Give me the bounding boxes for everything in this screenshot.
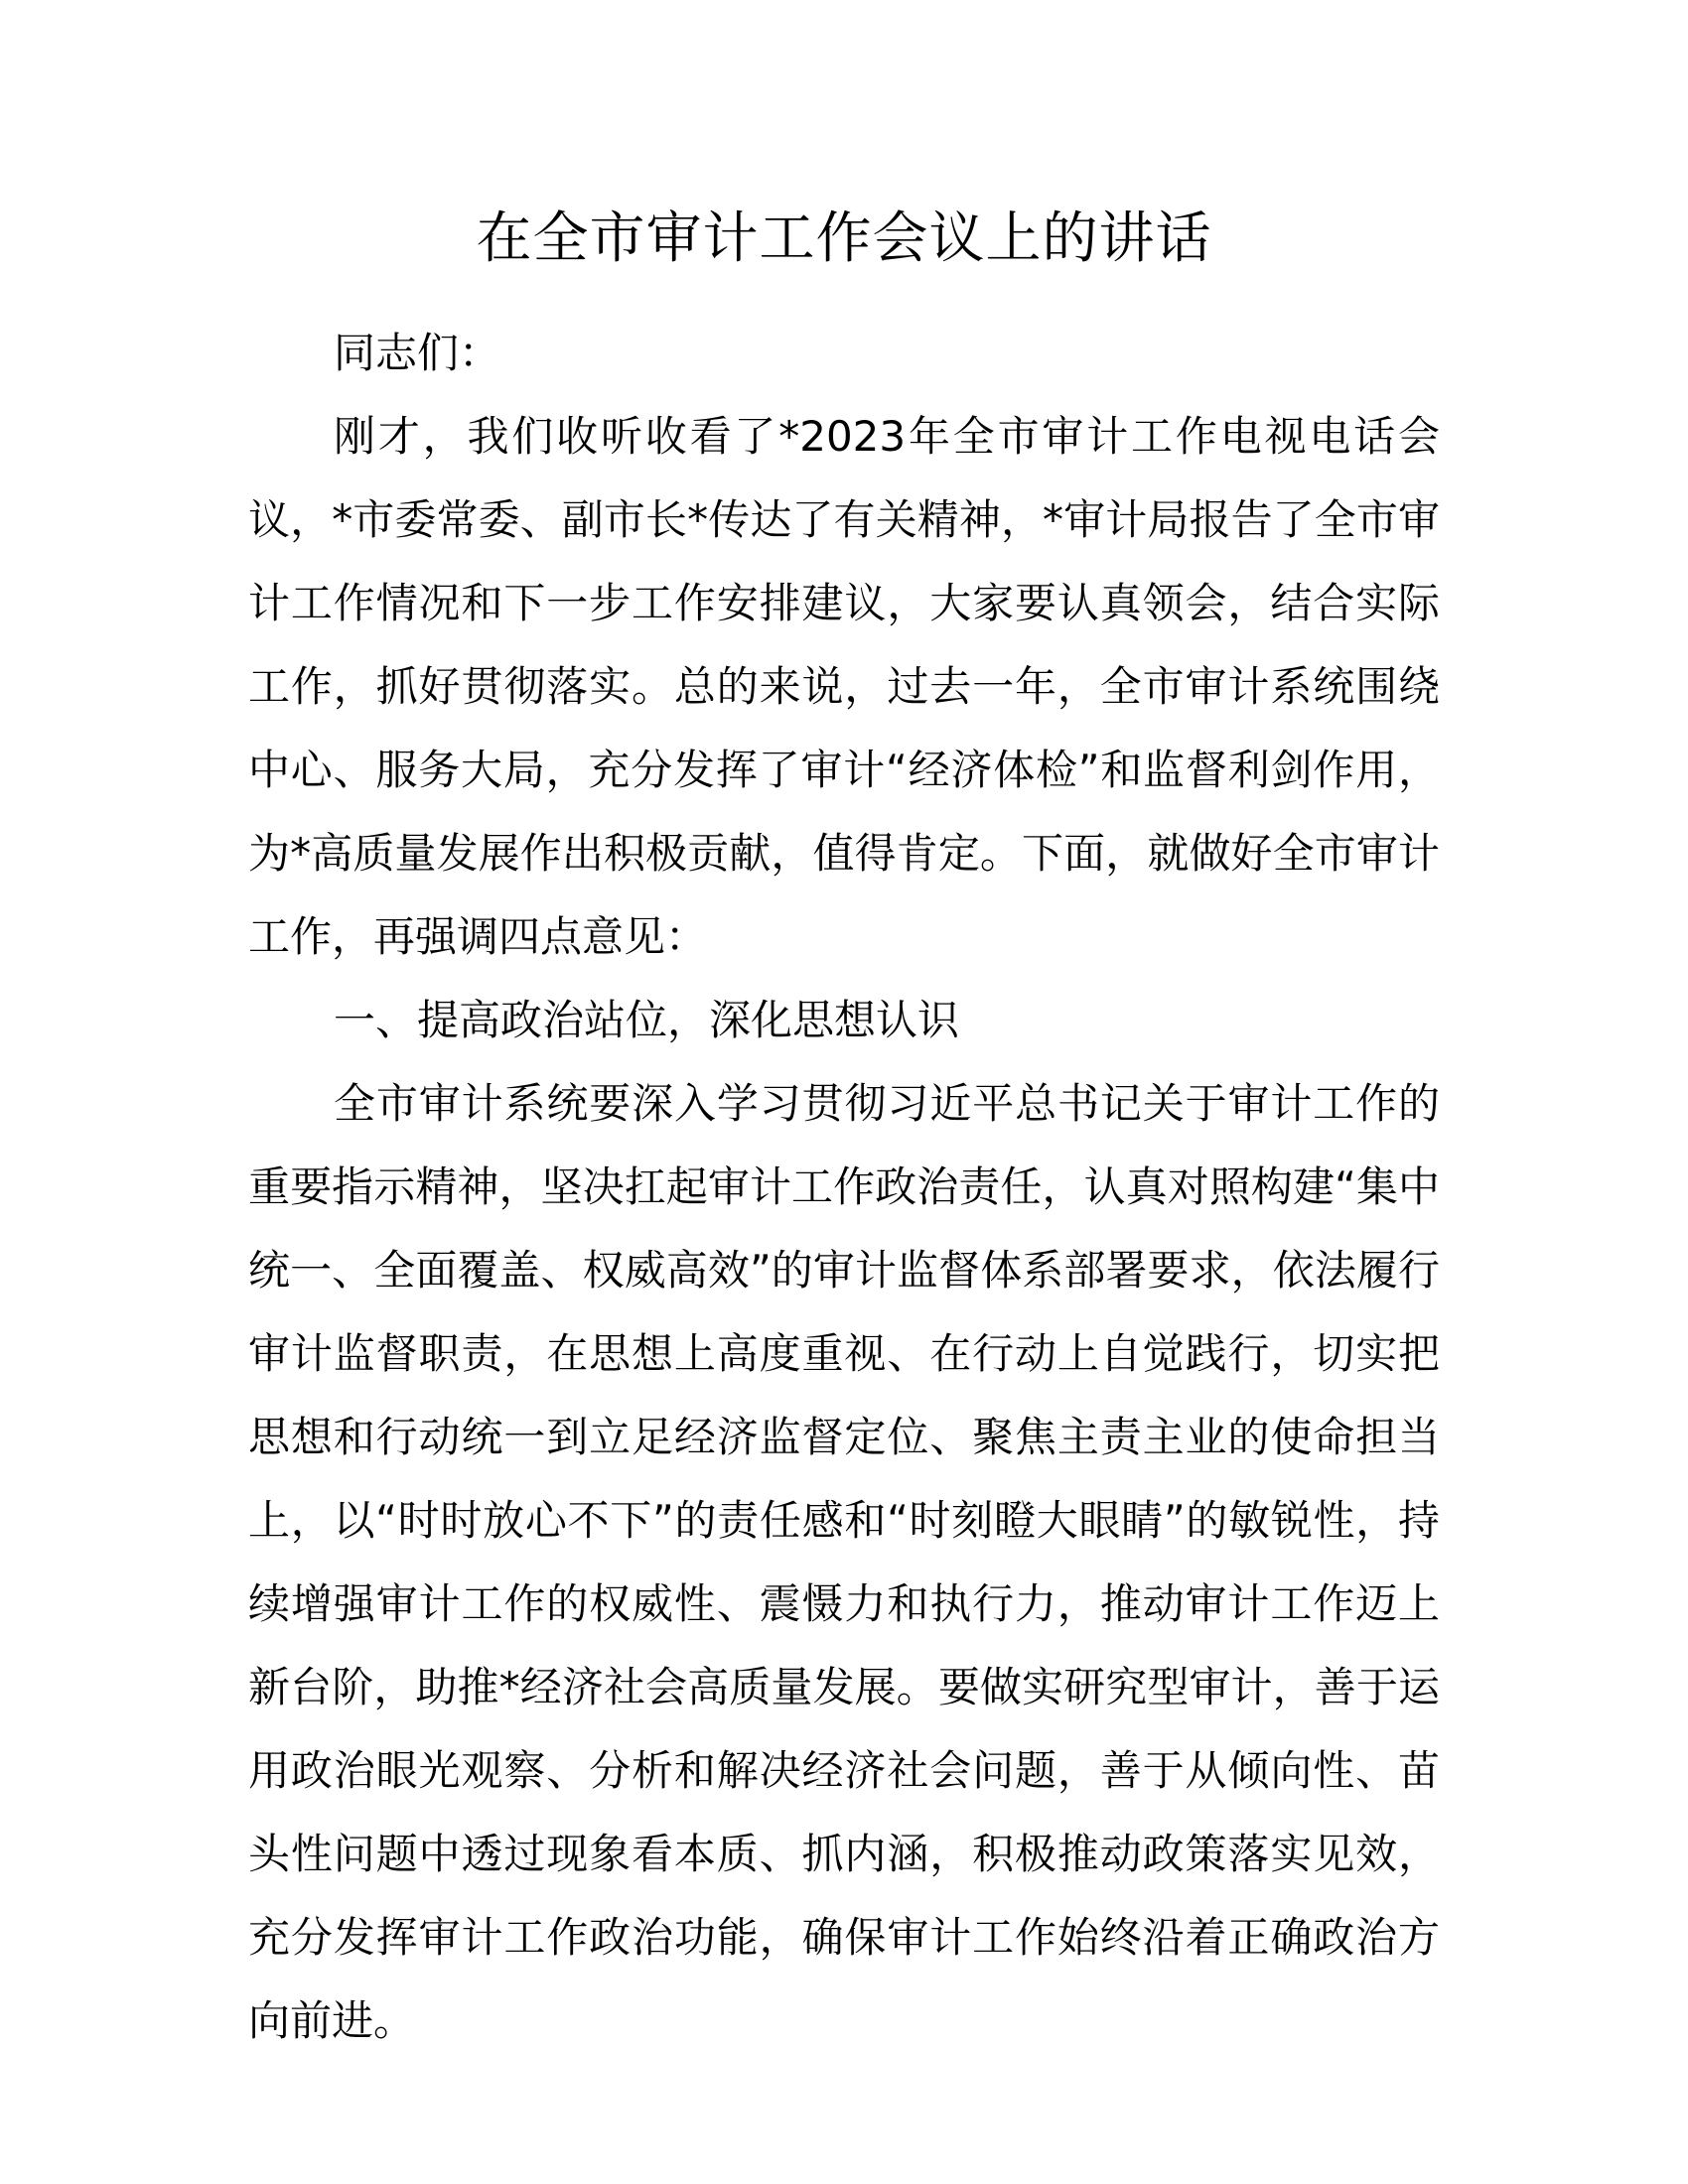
document-title: 在全市审计工作会议上的讲话 (476, 206, 1212, 271)
section-1-paragraph: 全市审计系统要深入学习贯彻习近平总书记关于审计工作的重要指示精神，坚决扛起审计工作政治责任，认真对照构建“集中统一、全面覆盖、权威高效”的审计监督体系部署要求，依法履行审计监督职责，在思想上高度重视、在行动上自觉践行，切实把思想和行动统一到立足经济监督定位、聚焦主责主业的使命担当上，以“时时放心不下”的责任感和“时刻瞪大眼睛”的敏锐性，持续增强审计工作的权威性、震慑力和执行力，推动审计工作迈上新台阶，助推*经济社会高质量发展。要做实研究型审计，善于运用政治眼光观察、分析和解决经济社会问题，善于从倾向性、苗头性问题中透过现象看本质、抓内涵，积极推动政策落实见效，充分发挥审计工作政治功能，确保审计工作始终沿着正确政治方向前进。 (248, 1079, 1440, 2045)
intro-paragraph: 刚才，我们收听收看了*2023年全市审计工作电视电话会议，*市委常委、副市长*传达了有关精神，*审计局报告了全市审计工作情况和下一步工作安排建议，大家要认真领会，结合实际工作，抓好贯彻落实。总的来说，过去一年，全市审计系统围绕中心、服务大局，充分发挥了审计“经济体检”和监督利剑作用，为*高质量发展作出积极贡献，值得肯定。下面，就做好全市审计工作，再强调四点意见： (248, 412, 1440, 961)
document-body (248, 312, 1440, 2063)
salutation-paragraph: 同志们： (334, 329, 501, 377)
section-heading-1: 一、提高政治站位，深化思想认识 (334, 996, 960, 1044)
